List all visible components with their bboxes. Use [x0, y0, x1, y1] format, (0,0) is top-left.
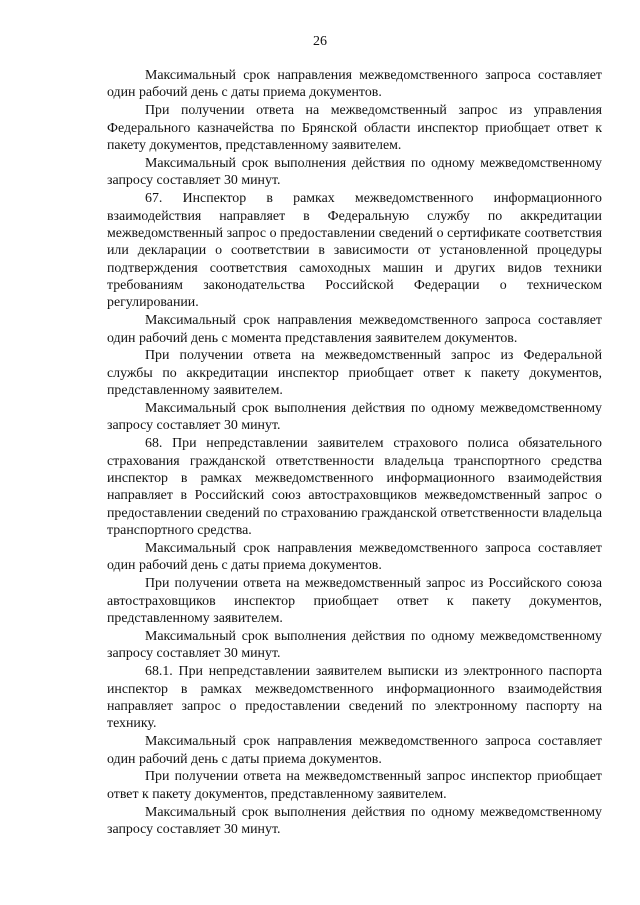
paragraph: Максимальный срок выполнения действия по одному межведомственному запросу составляет 30 минут. — [107, 155, 602, 189]
paragraph: Максимальный срок направления межведомственного запроса составляет один рабочий день с даты приема документов. — [107, 541, 602, 574]
paragraph: Максимальный срок направления межведомственного запроса составляет один рабочий день с даты приема документов. — [107, 68, 602, 101]
paragraph: Максимальный срок направления межведомственного запроса составляет один рабочий день с даты приема документов. — [107, 734, 602, 767]
paragraph: Максимальный срок выполнения действия по одному межведомственному запросу составляет 30 минут. — [107, 628, 602, 662]
paragraph: При получении ответа на межведомственный запрос инспектор приобщает ответ к пакету документов, представленному заявителем. — [107, 769, 602, 802]
paragraph: Максимальный срок выполнения действия по одному межведомственному запросу составляет 30 минут. — [107, 401, 602, 434]
paragraph-item-68-1: 68.1. При непредставлении заявителем выписки из электронного паспорта инспектор в рамках межведомственного информационного взаимодействия направляет запрос о предоставлении сведений по электронному паспорту на технику. — [107, 664, 602, 732]
paragraph-item-67: 67. Инспектор в рамках межведомственного информационного взаимодействия направляет в Федеральную службу по аккредитации межведомственный запрос о предоставлении сведений о сертификате соответствия или декларации о соответствии в зависимости от установленной процедуры подтверждения соответствия самоходных машин и других видов техники требованиям законодательства Российской Федерации о техническом регулировании. — [107, 191, 602, 311]
page-number: 26 — [313, 34, 327, 49]
paragraph: Максимальный срок выполнения действия по одному межведомственному запросу составляет 30 минут. — [107, 804, 602, 838]
document-body — [107, 67, 602, 838]
paragraph: При получении ответа на межведомственный запрос из управления Федерального казначейства по Брянской области инспектор приобщает ответ к пакету документов, представленному заявителем. — [107, 103, 602, 153]
paragraph: При получении ответа на межведомственный запрос из Российского союза автостраховщиков инспектор приобщает ответ к пакету документов, представленному заявителем. — [107, 576, 602, 626]
paragraph: Максимальный срок направления межведомственного запроса составляет один рабочий день с момента представления заявителем документов. — [107, 313, 602, 346]
paragraph: При получении ответа на межведомственный запрос из Федеральной службы по аккредитации инспектор приобщает ответ к пакету документов, представленному заявителем. — [107, 348, 602, 399]
paragraph-item-68: 68. При непредставлении заявителем страхового полиса обязательного страхования гражданской ответственности владельца транспортного средства инспектор в рамках межведомственного информационного взаимодействия направляет в Российский союз автостраховщиков межведомственный запрос о предоставлении сведений по страхованию гражданской ответственности владельца транспортного средства. — [107, 436, 602, 539]
